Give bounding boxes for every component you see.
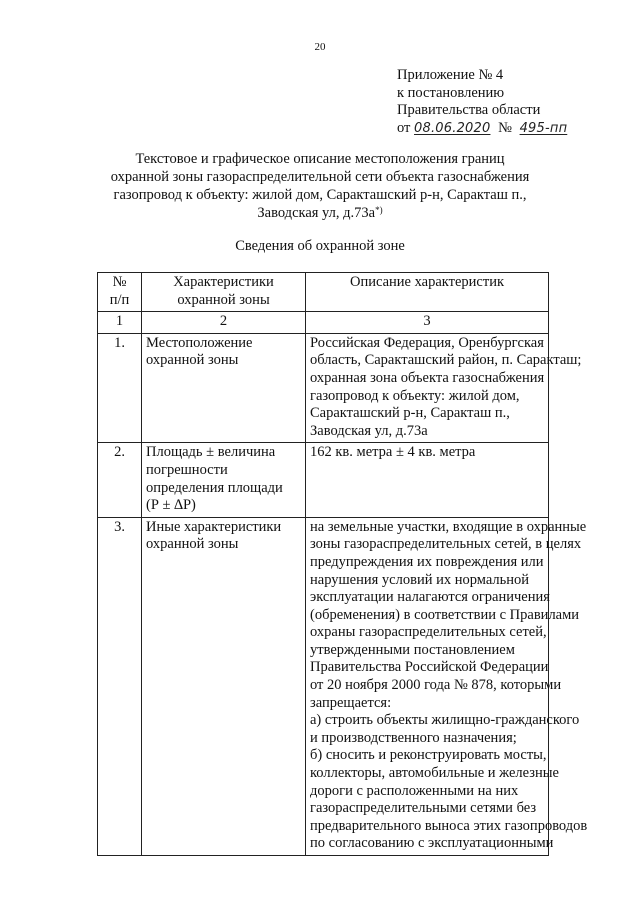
description-line: нарушения условий их нормальной	[310, 571, 530, 588]
header-col-description: Описание характеристик	[306, 273, 549, 312]
description-line: (обременения) в соответствии с Правилами	[310, 606, 580, 623]
title-line-3: газопровод к объекту: жилой дом, Саракташский р-н, Саракташ п.,	[113, 187, 527, 203]
description-line: коллекторы, автомобильные и железные	[310, 765, 559, 782]
characteristic-line: (Р ± ∆Р)	[146, 497, 196, 514]
characteristic-line: определения площади	[146, 479, 283, 496]
footnote-mark: *)	[375, 205, 383, 215]
characteristic-line: Местоположение	[146, 334, 253, 351]
document-title	[100, 150, 540, 222]
description-line: б) сносить и реконструировать мосты,	[310, 747, 547, 764]
description-line: от 20 ноября 2000 года № 878, которыми	[310, 677, 562, 694]
appendix-date-line	[397, 120, 567, 138]
characteristic-line: погрешности	[146, 461, 228, 478]
row-characteristic	[142, 443, 306, 517]
handwritten-date: 08.06.2020	[414, 120, 491, 136]
header-characteristics-line-2: охранной зоны	[177, 291, 270, 308]
characteristic-line: Иные характеристики	[146, 518, 282, 535]
header-characteristics-line-1: Характеристики	[173, 274, 274, 290]
table-header-row	[98, 273, 549, 312]
description-line: область, Саракташский район, п. Саракташ;	[310, 352, 582, 369]
description-line: эксплуатации налагаются ограничения	[310, 589, 550, 606]
column-number-1: 1	[98, 312, 142, 334]
appendix-line-3: Правительства области	[397, 102, 541, 118]
appendix-block	[397, 67, 567, 137]
description-line: и производственного назначения;	[310, 729, 517, 746]
description-line: на земельные участки, входящие в охранные	[310, 518, 587, 535]
title-line-2: охранной зоны газораспределительной сети объекта газоснабжения	[110, 169, 530, 185]
description-line: Российская Федерация, Оренбургская	[310, 334, 544, 351]
section-title: Сведения об охранной зоне	[235, 238, 405, 254]
table-row	[98, 443, 549, 517]
description-line: охраны газораспределительных сетей,	[310, 624, 547, 641]
zone-info-table	[97, 272, 588, 856]
header-num-sign: №	[112, 274, 127, 290]
description-line: а) строить объекты жилищно-гражданского	[310, 712, 580, 729]
row-description	[306, 517, 588, 855]
description-line: запрещается:	[310, 694, 392, 711]
characteristic-line: Площадь ± величина	[146, 444, 276, 461]
row-description	[306, 333, 582, 443]
table-column-numbers-row	[98, 312, 549, 334]
row-number: 2.	[98, 443, 142, 517]
header-col-number	[98, 273, 142, 312]
number-prefix: №	[498, 119, 512, 136]
column-number-2: 2	[142, 312, 306, 334]
title-line-4	[100, 204, 540, 222]
column-number-3: 3	[306, 312, 549, 334]
table-row	[98, 333, 549, 443]
title-line-4-text: Заводская ул, д.73а	[257, 205, 376, 221]
header-num-pp: п/п	[109, 291, 130, 308]
characteristic-line: охранной зоны	[146, 352, 239, 369]
description-line: 162 кв. метра ± 4 кв. метра	[310, 444, 476, 461]
characteristic-line: охранной зоны	[146, 536, 239, 553]
description-line: Правительства Российской Федерации	[310, 659, 549, 676]
handwritten-number: 495-пп	[519, 120, 568, 136]
row-number: 1.	[98, 333, 142, 443]
description-line: охранная зона объекта газоснабжения	[310, 369, 545, 386]
appendix-title: Приложение № 4	[397, 67, 504, 83]
row-characteristic	[142, 517, 306, 855]
description-line: зоны газораспределительных сетей, в целях	[310, 536, 582, 553]
page-number: 20	[314, 41, 326, 53]
description-line: газопровод к объекту: жилой дом,	[310, 387, 520, 404]
date-prefix: от	[397, 119, 411, 136]
description-line: предупреждения их повреждения или	[310, 553, 544, 570]
description-line: Заводская ул, д.73а	[310, 422, 428, 439]
appendix-line-2: к постановлению	[397, 84, 505, 101]
row-number: 3.	[98, 517, 142, 855]
description-line: по согласованию с эксплуатационными	[310, 835, 554, 852]
row-characteristic	[142, 333, 306, 443]
header-col-characteristics	[142, 273, 306, 312]
description-line: утвержденными постановлением	[310, 641, 515, 658]
description-line: Саракташский р-н, Саракташ п.,	[310, 405, 510, 422]
row-description	[306, 443, 549, 517]
table-row	[98, 517, 549, 855]
description-line: дороги с расположенными на них	[310, 782, 519, 799]
title-line-1: Текстовое и графическое описание местоположения границ	[135, 151, 505, 167]
description-line: предварительного выноса этих газопроводов	[310, 817, 588, 834]
description-line: газораспределительными сетями без	[310, 800, 537, 817]
